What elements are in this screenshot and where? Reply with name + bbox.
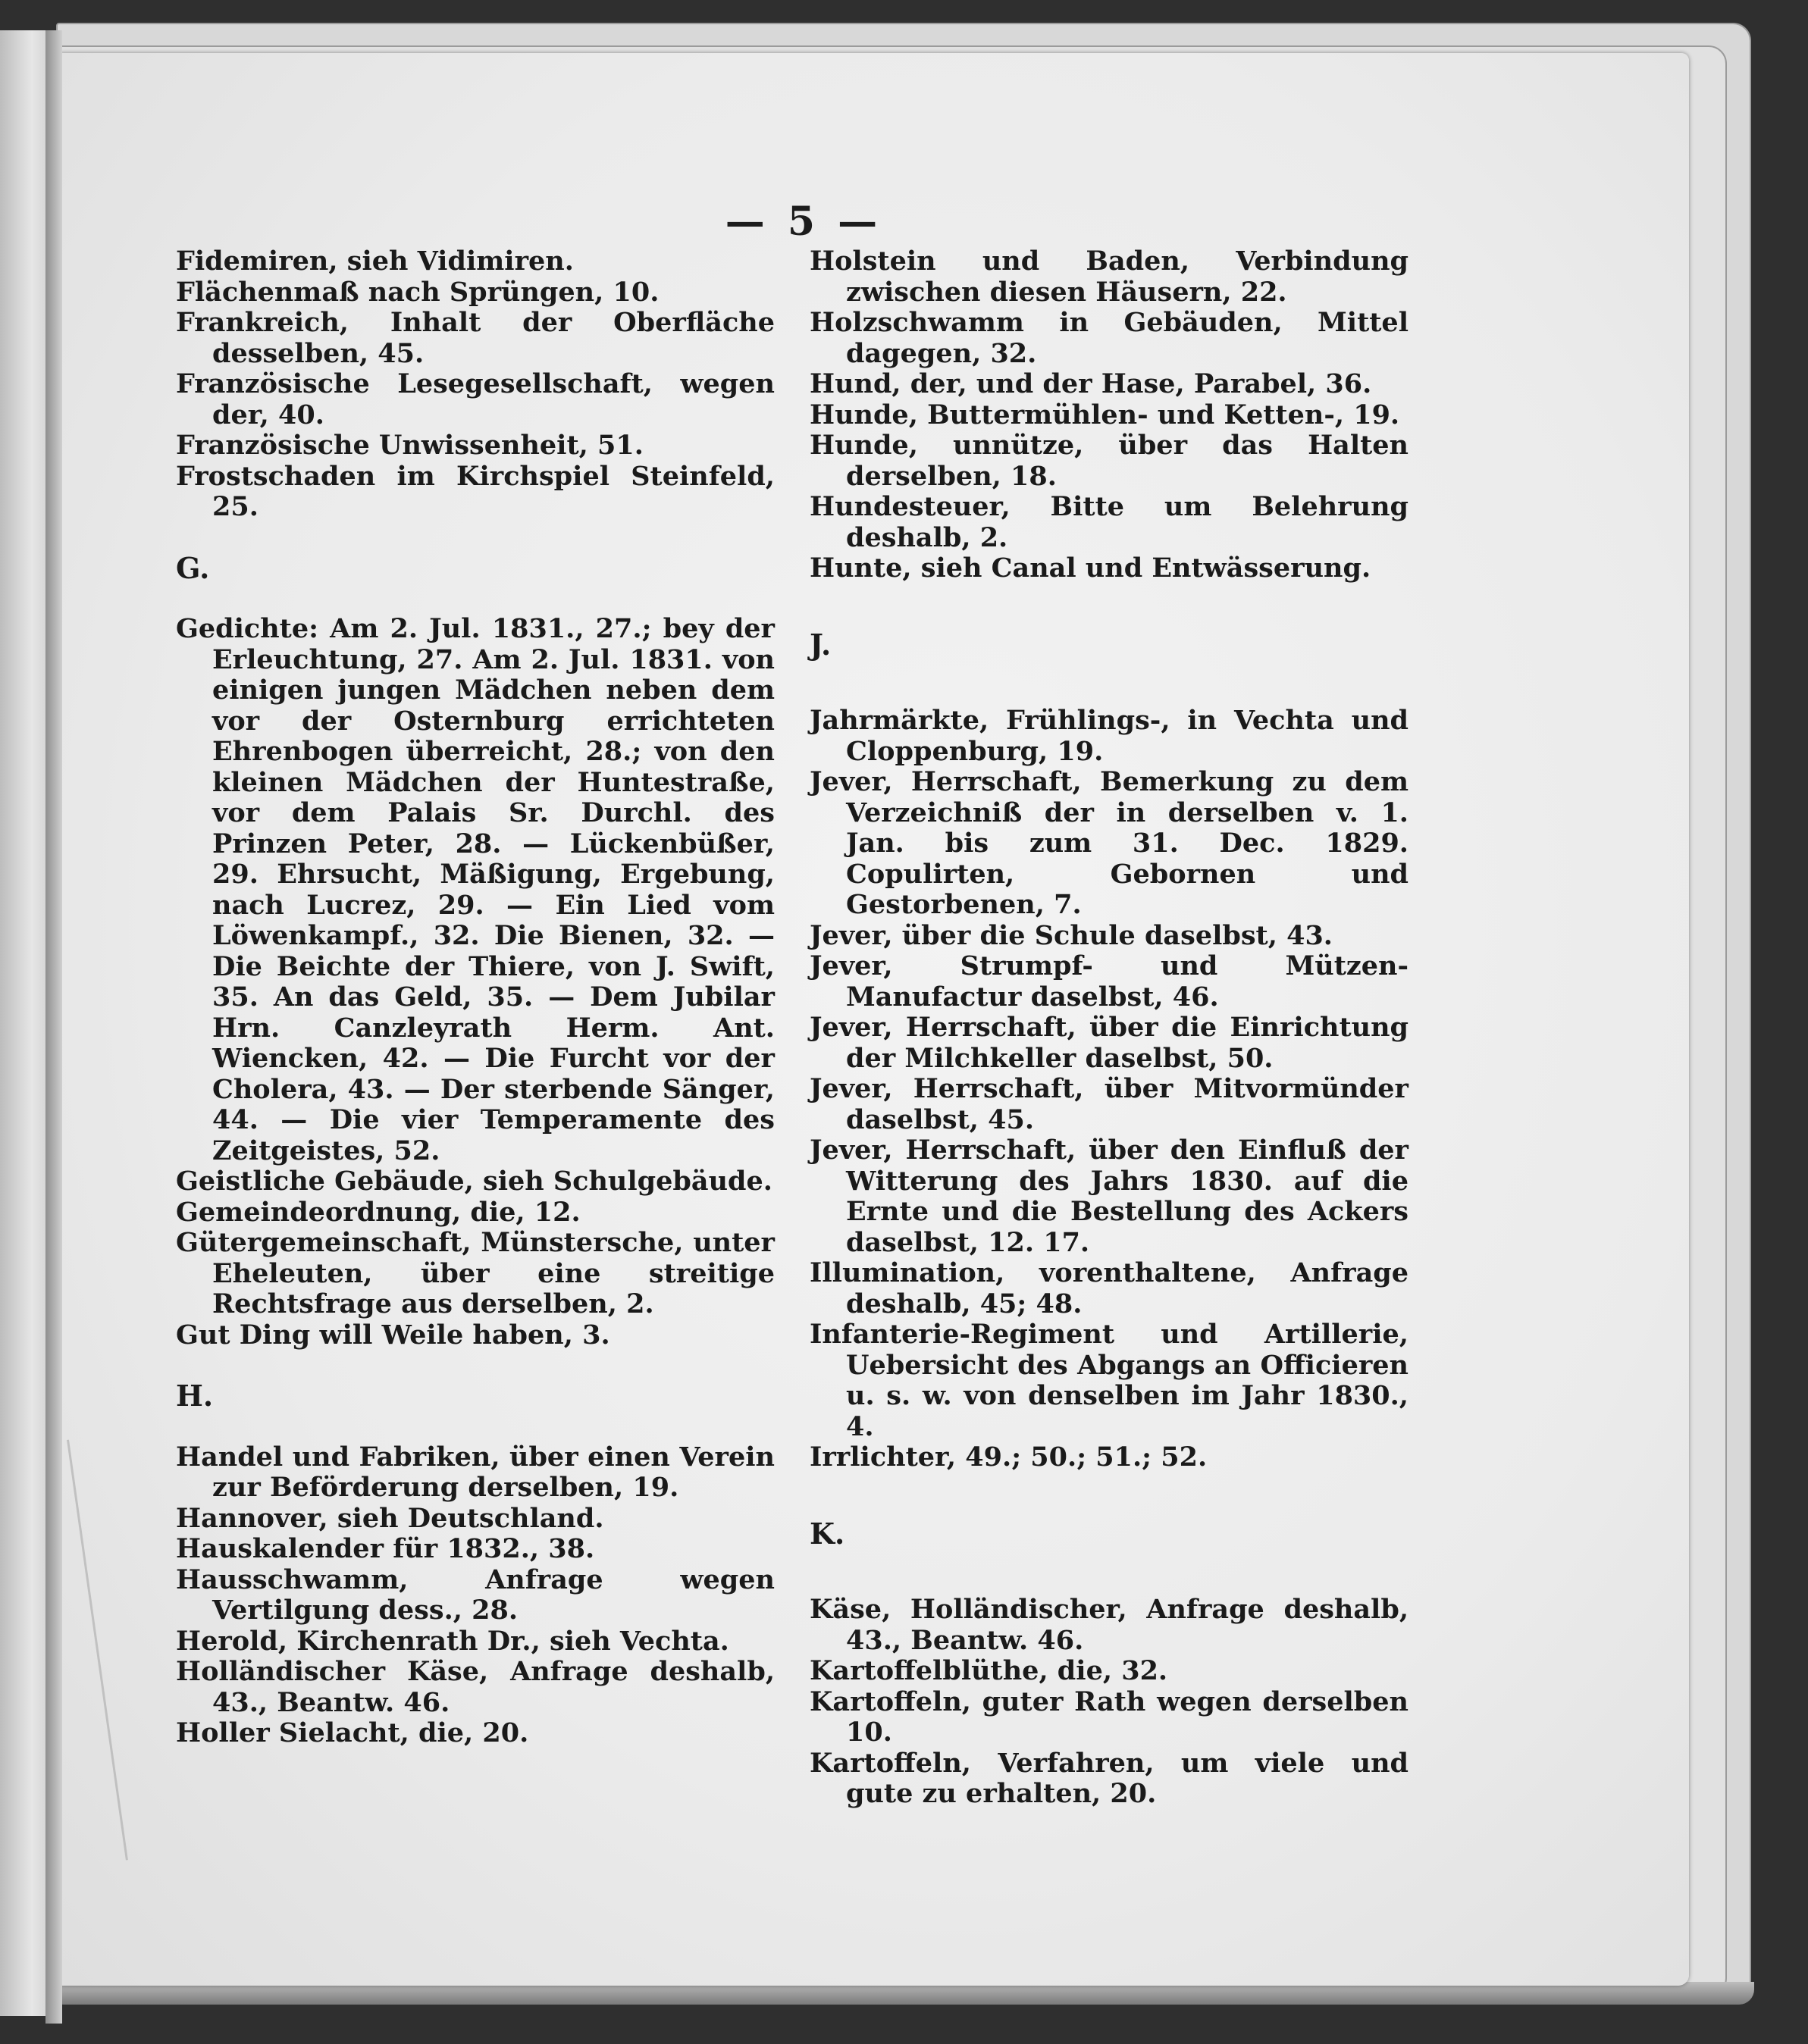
index-entry: Hausschwamm, Anfrage wegen Vertilgung dess., 28. [176,1564,775,1626]
index-section-letter: J. [810,627,832,662]
index-entry: Kartoffeln, Verfahren, um viele und gute zu erhalten, 20. [810,1747,1408,1809]
index-entry: Fidemiren, sieh Vidimiren. [176,246,574,277]
index-entry: Frostschaden im Kirchspiel Steinfeld, 25. [176,460,775,522]
index-entry: Gut Ding will Weile haben, 3. [176,1319,610,1351]
page-number: — 5 — [725,199,882,245]
index-entry: Holler Sielacht, die, 20. [176,1717,529,1748]
index-entry: Jahrmärkte, Frühlings-, in Vechta und Cloppenburg, 19. [810,705,1408,767]
index-entry: Infanterie-Regiment und Artillerie, Uebersicht des Abgangs an Officieren u. s. w. von denselben im Jahr 1830., 4. [810,1319,1408,1442]
index-entry: Gemeindeordnung, die, 12. [176,1196,581,1228]
index-entry: Jever, über die Schule daselbst, 43. [810,919,1333,951]
index-entry: Frankreich, Inhalt der Oberfläche desselben, 45. [176,307,775,369]
index-entry: Holzschwamm in Gebäuden, Mittel dagegen, 32. [810,307,1408,369]
index-entry: Holländischer Käse, Anfrage deshalb, 43., Beantw. 46. [176,1656,775,1718]
index-section-letter: G. [176,550,210,585]
index-entry: Französische Lesegesellschaft, wegen der, 40. [176,368,775,430]
index-entry: Handel und Fabriken, über einen Verein zur Beförderung derselben, 19. [176,1441,775,1503]
index-entry: Illumination, vorenthaltene, Anfrage deshalb, 45; 48. [810,1257,1408,1319]
index-entry: Jever, Herrschaft, über Mitvormünder daselbst, 45. [810,1073,1408,1135]
index-entry: Herold, Kirchenrath Dr., sieh Vechta. [176,1625,729,1657]
index-entry: Hundesteuer, Bitte um Belehrung deshalb, 2. [810,491,1408,553]
index-entry: Gütergemeinschaft, Münstersche, unter Eheleuten, über eine streitige Rechtsfrage aus derselben, 2. [176,1227,775,1319]
index-section-letter: H. [176,1379,214,1413]
index-entry: Holstein und Baden, Verbindung zwischen diesen Häusern, 22. [810,246,1408,308]
index-entry: Irrlichter, 49.; 50.; 51.; 52. [810,1441,1208,1473]
index-entry: Flächenmaß nach Sprüngen, 10. [176,276,660,308]
index-entry: Kartoffelblüthe, die, 32. [810,1655,1168,1686]
index-entry: Jever, Herrschaft, über den Einfluß der Witterung des Jahrs 1830. auf die Ernte und die Bestellung des Ackers daselbst, 12. 17. [810,1135,1408,1258]
index-entry: Hunte, sieh Canal und Entwässerung. [810,552,1371,584]
index-entry: Gedichte: Am 2. Jul. 1831., 27.; bey der Erleuchtung, 27. Am 2. Jul. 1831. von einigen jungen Mädchen neben dem vor der Osternburg errichteten Ehrenbogen überreicht, 28.; von den kleinen Mädchen der Huntestraße, vor dem Palais Sr. Durchl. des Prinzen Peter, 28. — Lückenbüßer, 29. Ehrsucht, Mäßigung, Ergebung, nach Lucrez, 29. — Ein Lied vom Löwenkampf., 32. Die Bienen, 32. — Die Beichte der Thiere, von J. Swift, 35. An das Geld, 35. — Dem Jubilar Hrn. Canzleyrath Herm. Ant. Wiencken, 42. — Die Furcht vor der Cholera, 43. — Der sterbende Sänger, 44. — Die vier Temperamente des Zeitgeistes, 52. [176,613,775,1166]
index-entry: Geistliche Gebäude, sieh Schulgebäude. [176,1166,772,1197]
book-gutter [45,30,62,2024]
index-entry: Französische Unwissenheit, 51. [176,430,644,461]
index-entry: Käse, Holländischer, Anfrage deshalb, 43., Beantw. 46. [810,1594,1408,1656]
index-entry: Hauskalender für 1832., 38. [176,1533,595,1564]
index-entry: Hund, der, und der Hase, Parabel, 36. [810,368,1372,399]
index-section-letter: K. [810,1516,845,1551]
index-entry: Hunde, unnütze, über das Halten derselben, 18. [810,430,1408,492]
index-entry: Jever, Herrschaft, über die Einrichtung der Milchkeller daselbst, 50. [810,1012,1408,1074]
index-entry: Hunde, Buttermühlen- und Ketten-, 19. [810,399,1400,430]
index-entry: Hannover, sieh Deutschland. [176,1502,604,1534]
index-column-left [176,246,775,1749]
index-entry: Jever, Strumpf- und Mützen-Manufactur daselbst, 46. [810,950,1408,1013]
index-column-right [810,246,1408,1810]
index-entry: Jever, Herrschaft, Bemerkung zu dem Verzeichniß der in derselben v. 1. Jan. bis zum 31. Dec. 1829. Copulirten, Gebornen und Gestorbenen, 7. [810,766,1408,920]
index-entry: Kartoffeln, guter Rath wegen derselben 10. [810,1686,1408,1748]
